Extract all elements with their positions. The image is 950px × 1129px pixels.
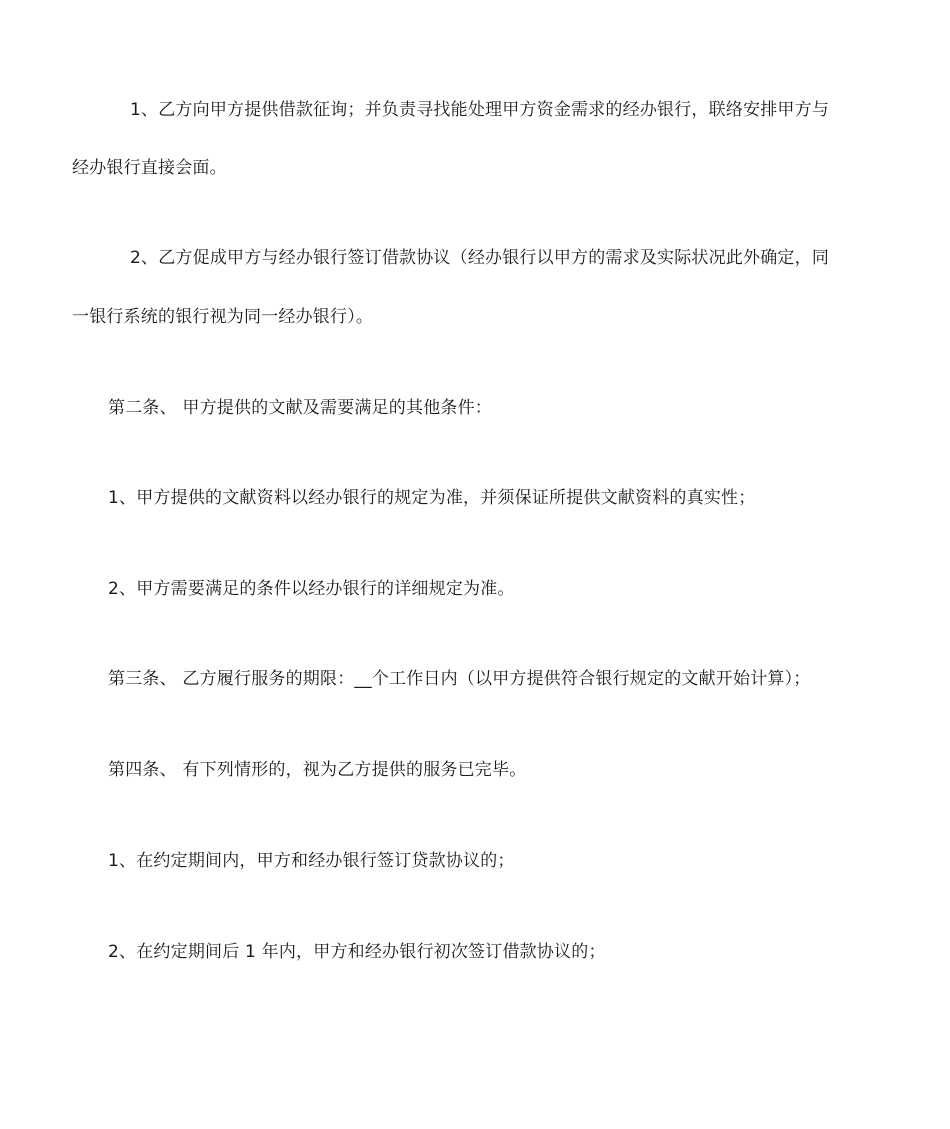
paragraph-2-line-1: 2、乙方促成甲方与经办银行签订借款协议（经办银行以甲方的需求及实际状况此外确定，同 [130, 248, 830, 268]
article-2-item-1: 1、甲方提供的文献资料以经办银行的规定为准，并须保证所提供文献资料的真实性； [108, 488, 756, 508]
article-2-item-2: 2、甲方需要满足的条件以经办银行的详细规定为准。 [108, 579, 515, 599]
article-4-item-2: 2、在约定期间后 1 年内，甲方和经办银行初次签订借款协议的； [108, 942, 606, 962]
paragraph-2-line-2: 一银行系统的银行视为同一经办银行）。 [72, 307, 374, 327]
paragraph-1-line-2: 经办银行直接会面。 [72, 158, 227, 178]
article-2-heading: 第二条、 甲方提供的文献及需要满足的其他条件： [108, 398, 493, 418]
article-4-heading: 第四条、 有下列情形的，视为乙方提供的服务已完毕。 [108, 760, 527, 780]
paragraph-1-line-1: 1、乙方向甲方提供借款征询；并负责寻找能处理甲方资金需求的经办银行，联络安排甲方与 [130, 100, 830, 120]
article-4-item-1: 1、在约定期间内，甲方和经办银行签订贷款协议的； [108, 851, 515, 871]
article-3-heading: 第三条、 乙方履行服务的期限：__个工作日内（以甲方提供符合银行规定的文献开始计算）； [108, 669, 811, 689]
